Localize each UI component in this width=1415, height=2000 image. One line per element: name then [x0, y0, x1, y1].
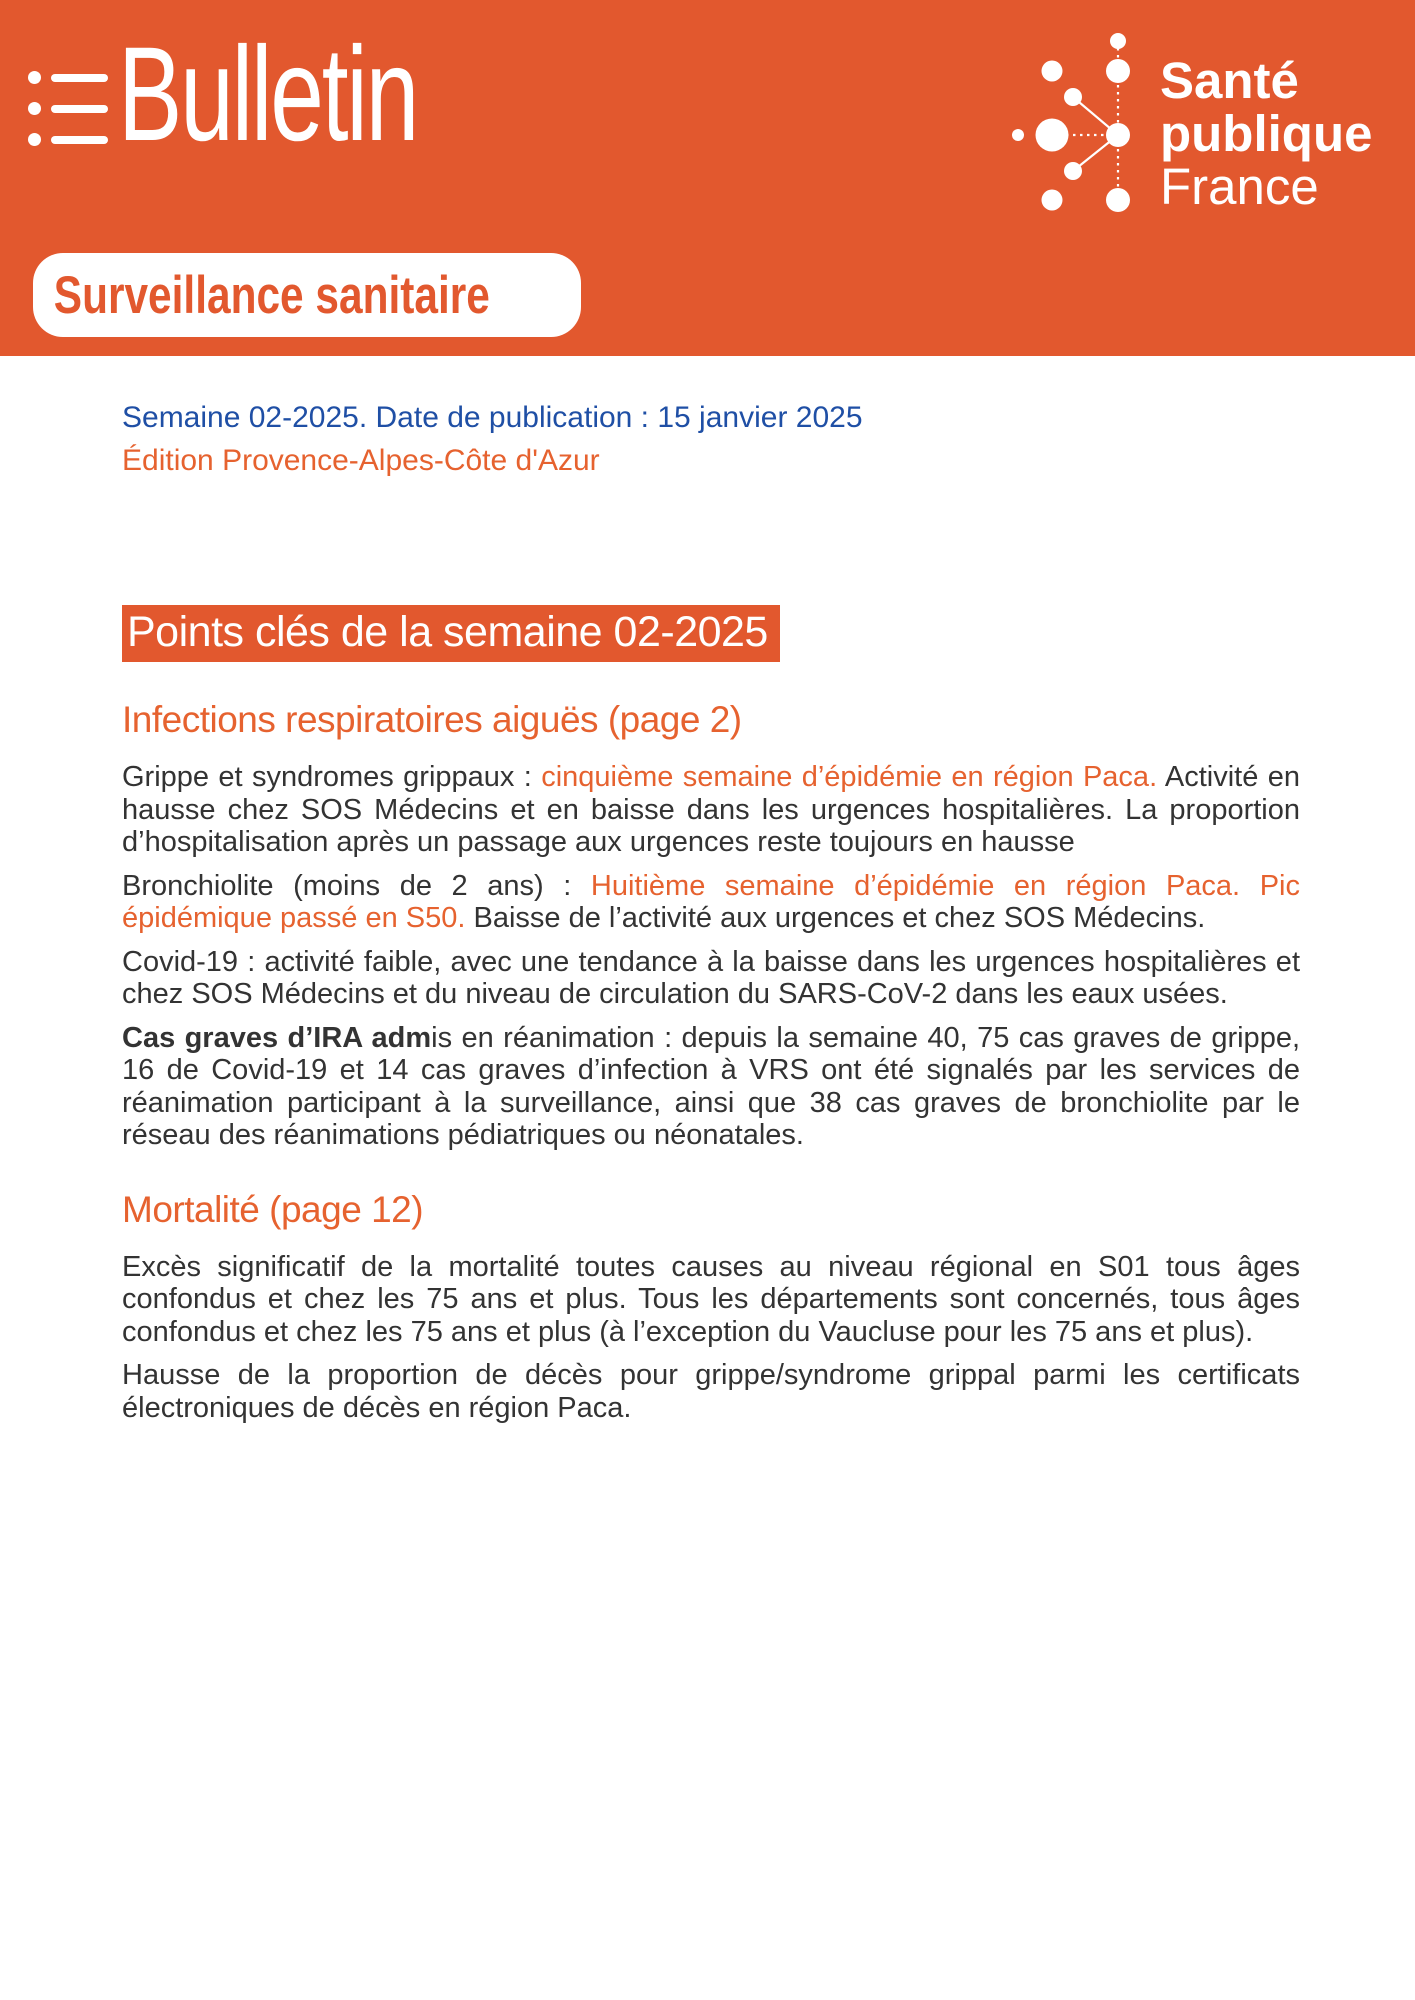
accent-text-run: cinquième semaine d’épidémie en région Paca.: [541, 761, 1165, 793]
section-heading-infections: Infections respiratoires aiguës (page 2): [122, 699, 742, 740]
paragraph-cas-graves: [122, 1022, 1300, 1152]
section-heading-mortalite: Mortalité (page 12): [122, 1188, 424, 1230]
section-infections-respiratoires: [122, 698, 1300, 1152]
spf-logo-line3: France: [1160, 158, 1319, 215]
masthead: [0, 0, 1415, 356]
text-run: Hausse de la proportion de décès pour grippe/syndrome grippal parmi les certificats électroniques de décès en région Paca.: [122, 1359, 1300, 1424]
paragraph-deces-grippe: [122, 1359, 1300, 1424]
publication-week-line: Semaine 02-2025. Date de publication : 15 janvier 2025: [122, 401, 863, 434]
accent-text-run: Huitième semaine d’épidémie en région Paca. Pic épidémique passé en S50.: [122, 869, 1300, 934]
text-run: Baisse de l’activité aux urgences et chez SOS Médecins.: [473, 902, 1206, 934]
text-run: Bronchiolite (moins de 2 ans) :: [122, 869, 591, 902]
edition-badge-label: Surveillance sanitaire: [53, 265, 490, 325]
section-mortalite: [122, 1188, 1300, 1425]
spf-logo-text: [1160, 54, 1372, 213]
spf-network-icon: [1000, 26, 1140, 218]
spf-logo-line2: publique: [1160, 105, 1373, 162]
text-run: Activité en hausse chez SOS Médecins et en baisse dans les urgences hospitalières. La proportion d’hospitalisation après un passage aux urgences reste toujours en hausse: [122, 761, 1300, 858]
paragraph-bronchiolite: [122, 870, 1300, 935]
text-run: Grippe et syndromes grippaux :: [122, 761, 542, 793]
text-run: is en réanimation : depuis la semaine 40, 75 cas graves de grippe, 16 de Covid-19 et 14 cas graves d’infection à VRS ont été signalés par les services de réanimation participant à la surveillance, ainsi que 38 cas graves de bronchiolite par le réseau des réanimations pédiatriques ou néonatales.: [122, 1021, 1301, 1151]
brand-title: Bulletin: [118, 20, 418, 169]
spf-logo-line1: Santé: [1160, 52, 1299, 109]
paragraph-exces-mortalite: [122, 1251, 1300, 1349]
bold-text-run: Cas graves d’IRA adm: [122, 1021, 432, 1054]
edition-badge: [33, 253, 581, 337]
key-points-title: Points clés de la semaine 02-2025: [122, 605, 780, 662]
text-run: Excès significatif de la mortalité toutes causes au niveau régional en S01 tous âges confondus et chez les 75 ans et plus. Tous les départements sont concernés, tous âges confondus et chez les 75 ans et plus (à l’exception du Vaucluse pour les 75 ans et plus).: [122, 1250, 1300, 1348]
text-run: Covid-19 : activité faible, avec une tendance à la baisse dans les urgences hospitalières et chez SOS Médecins et du niveau de circulation du SARS-CoV-2 dans les eaux usées.: [122, 945, 1300, 1010]
bulletin-list-icon: [28, 71, 108, 146]
paragraph-grippe: [122, 761, 1300, 859]
page-body: [122, 396, 1300, 1435]
paragraph-covid: [122, 946, 1300, 1011]
edition-line: Édition Provence-Alpes-Côte d'Azur: [122, 444, 600, 477]
